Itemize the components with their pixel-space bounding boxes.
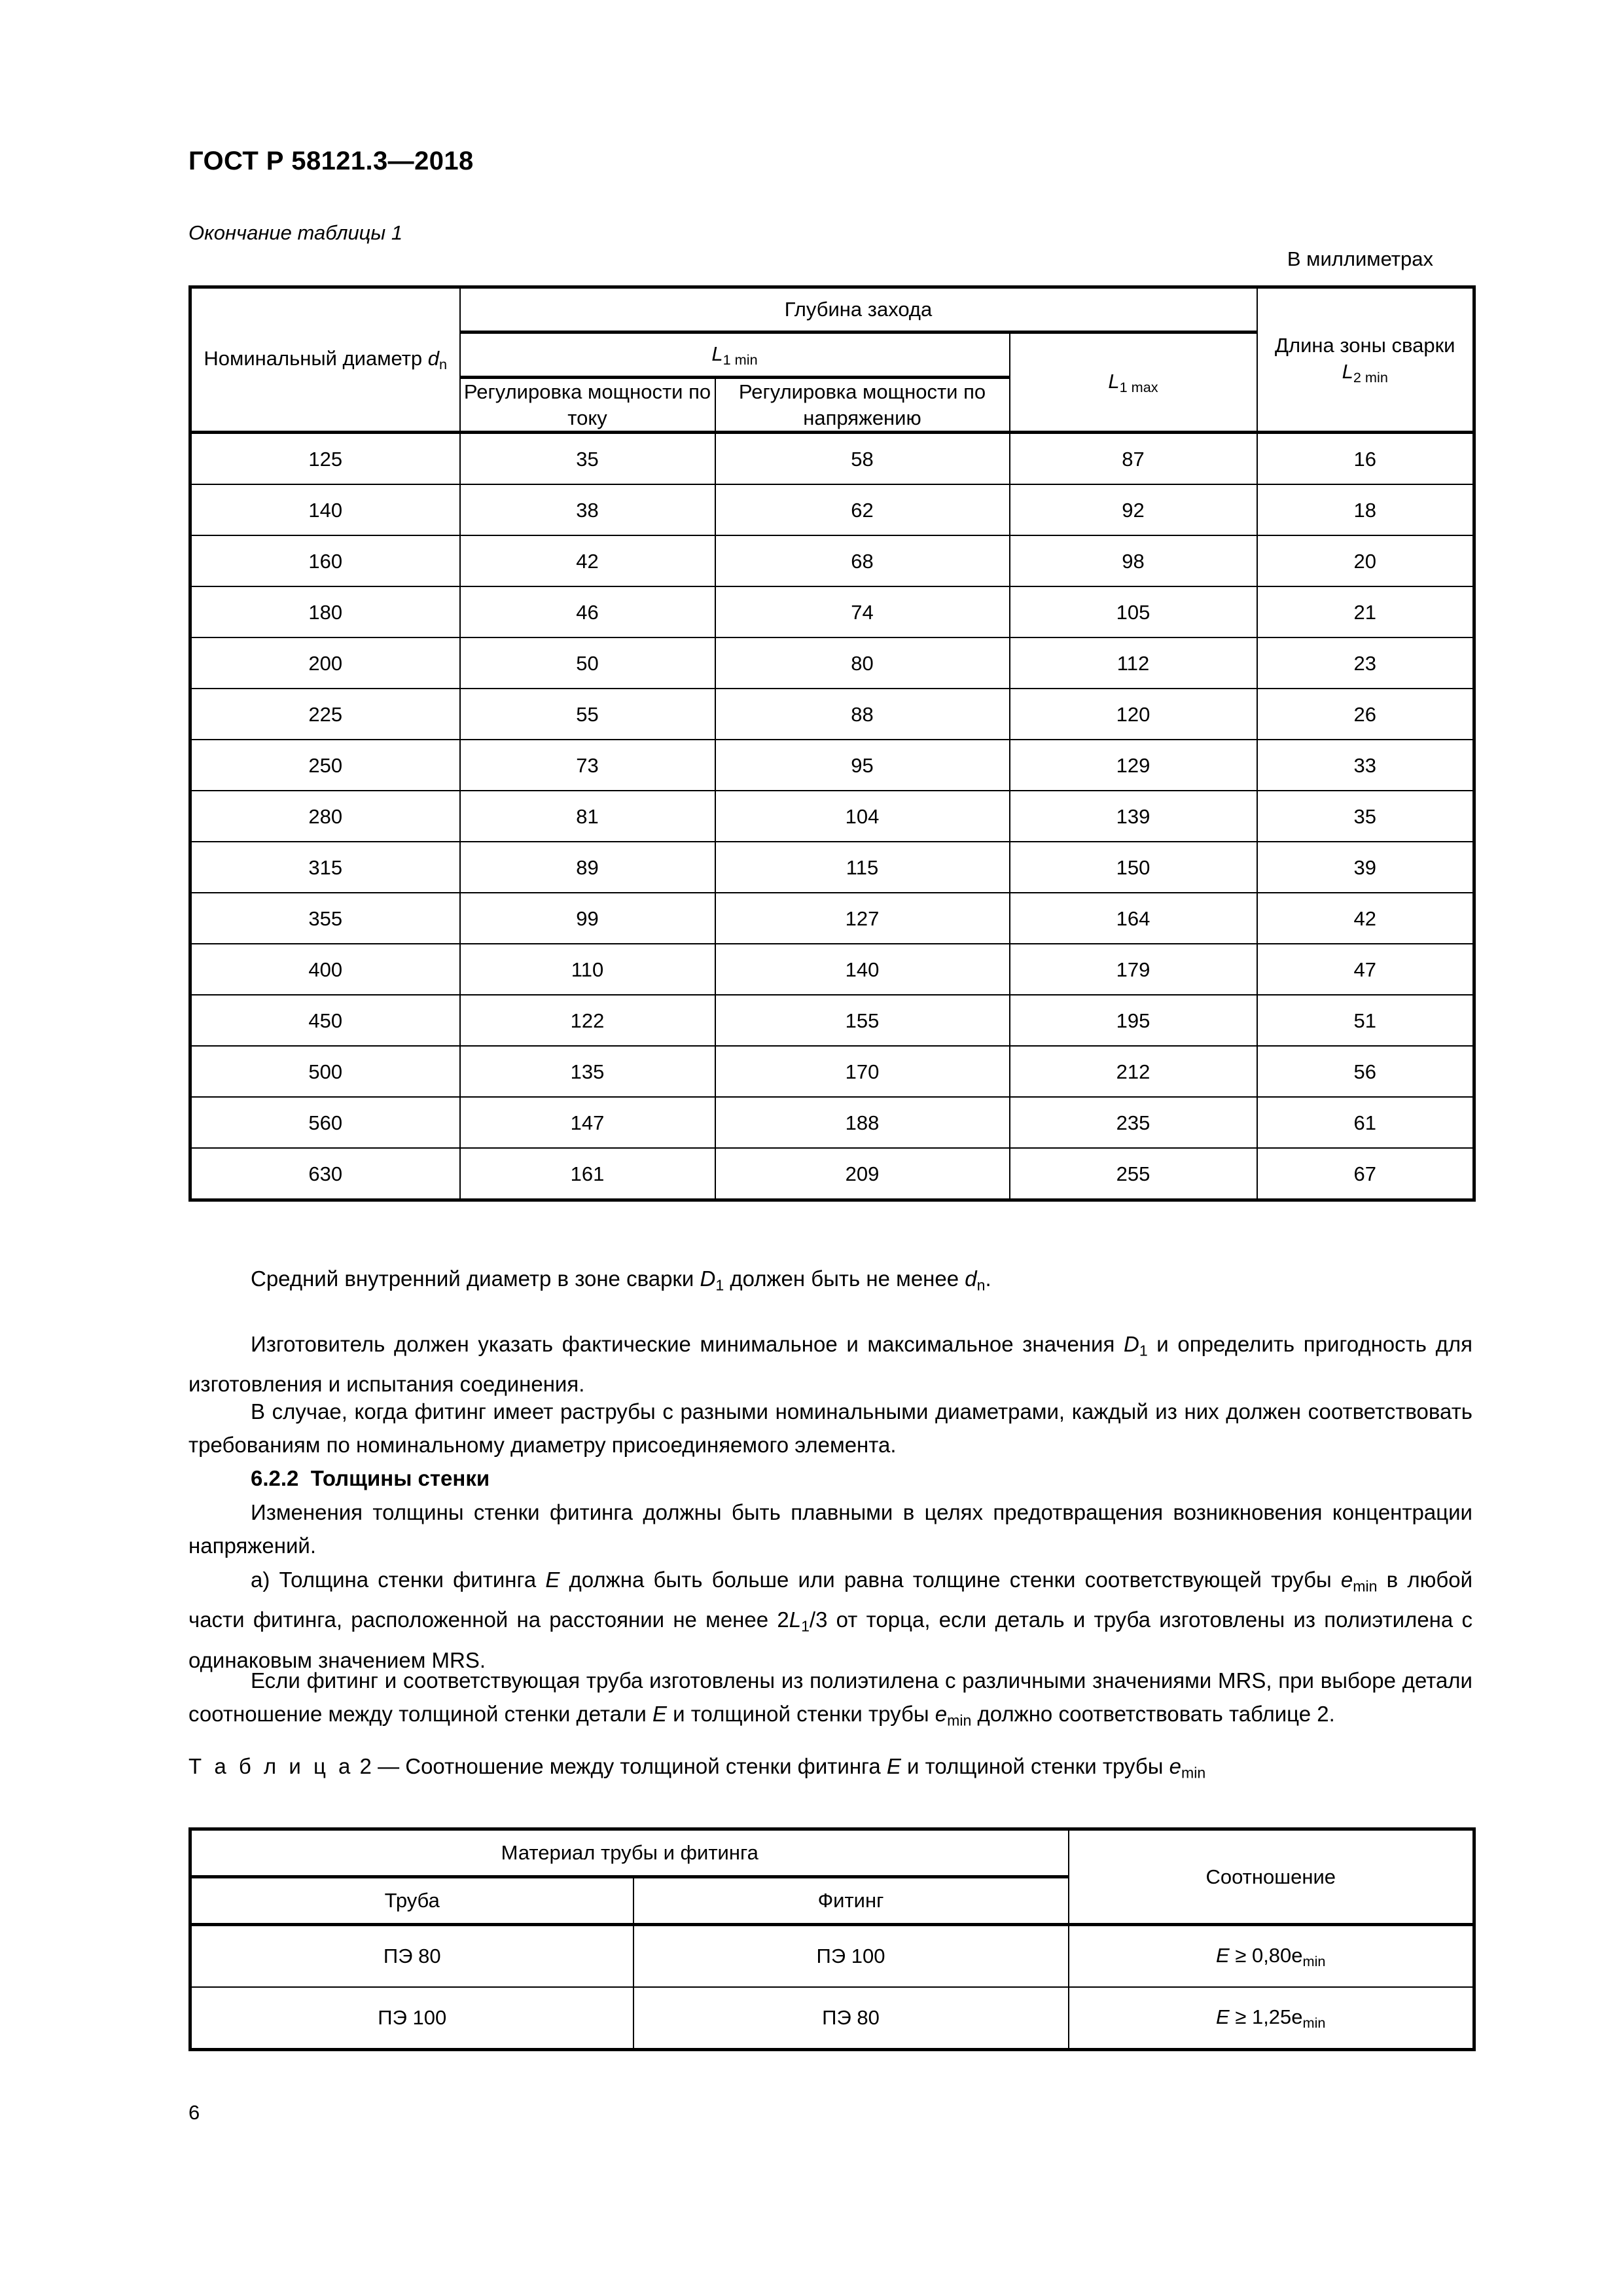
table-row <box>190 637 1474 689</box>
table-cell: 61 <box>1257 1097 1474 1148</box>
header-l1min-sub: 1 min <box>722 351 758 368</box>
table-cell: 73 <box>460 740 715 791</box>
table-2-caption-symbol-e: e <box>1169 1754 1182 1778</box>
table-cell: 42 <box>1257 893 1474 944</box>
table-cell: 50 <box>460 637 715 689</box>
table-cell: 35 <box>460 433 715 485</box>
table-cell: 47 <box>1257 944 1474 995</box>
table-cell: 139 <box>1010 791 1257 842</box>
table-cell: 55 <box>460 689 715 740</box>
header-l1max-sub: 1 max <box>1119 378 1158 395</box>
p1-symbol-d-sub: n <box>976 1276 986 1294</box>
table-cell: 92 <box>1010 484 1257 535</box>
table-row <box>190 586 1474 637</box>
table-cell: 147 <box>460 1097 715 1148</box>
table-cell: 195 <box>1010 995 1257 1046</box>
table-cell: 42 <box>460 535 715 586</box>
table-cell: 115 <box>715 842 1010 893</box>
header-nominal-diameter-sub: n <box>439 356 448 373</box>
p5-symbol-e-sub: min <box>1353 1577 1378 1595</box>
p4-text: Изменения толщины стенки фитинга должны быть плавными в целях предотвращения возникновения концентрации напряжений. <box>188 1500 1472 1558</box>
table-cell: 200 <box>190 637 460 689</box>
table-cell: 87 <box>1010 433 1257 485</box>
table-cell: 112 <box>1010 637 1257 689</box>
table-cell: 120 <box>1010 689 1257 740</box>
table-cell: 56 <box>1257 1046 1474 1097</box>
table-2-caption-label: Т а б л и ц а <box>188 1754 354 1778</box>
table-cell: 160 <box>190 535 460 586</box>
p1-text-b: должен быть не менее <box>724 1266 965 1291</box>
table-cell: 255 <box>1010 1148 1257 1200</box>
table-2-body <box>190 1925 1474 2050</box>
table-cell: 630 <box>190 1148 460 1200</box>
table-cell: 74 <box>715 586 1010 637</box>
cell-pipe-material: ПЭ 80 <box>190 1925 633 1988</box>
table-cell: 155 <box>715 995 1010 1046</box>
table-cell: 188 <box>715 1097 1010 1148</box>
cell-ratio <box>1069 1987 1474 2050</box>
header-weld-zone-length <box>1257 287 1474 433</box>
paragraph-different-diameters <box>188 1395 1472 1462</box>
table-cell: 212 <box>1010 1046 1257 1097</box>
p6-text-b: и толщиной стенки трубы <box>666 1702 935 1726</box>
table-row <box>190 842 1474 893</box>
paragraph-mean-inner-diameter <box>188 1262 1472 1302</box>
p5-symbol-L-sub: 1 <box>801 1617 810 1635</box>
table-row <box>190 740 1474 791</box>
table-cell: 18 <box>1257 484 1474 535</box>
table-cell: 38 <box>460 484 715 535</box>
table-cell: 122 <box>460 995 715 1046</box>
table-cell: 110 <box>460 944 715 995</box>
header-nominal-diameter <box>190 287 460 433</box>
table-row <box>190 1097 1474 1148</box>
table-cell: 26 <box>1257 689 1474 740</box>
p2-text-a: Изготовитель должен указать фактические минимальное и максимальное значения <box>251 1332 1124 1356</box>
p1-text-a: Средний внутренний диаметр в зоне сварки <box>251 1266 700 1291</box>
header-l1min-symbol: L <box>711 342 723 365</box>
header-material-group: Материал трубы и фитинга <box>190 1829 1069 1877</box>
table-cell: 21 <box>1257 586 1474 637</box>
paragraph-wall-thickness-changes <box>188 1496 1472 1562</box>
table-2-caption-dash: — <box>371 1754 406 1778</box>
header-l1max-symbol: L <box>1108 369 1120 393</box>
table-2-caption-symbol-e-sub: min <box>1181 1764 1206 1782</box>
table-2-header <box>190 1829 1474 1925</box>
table-cell: 140 <box>190 484 460 535</box>
table-row <box>190 433 1474 485</box>
p6-symbol-e-sub: min <box>947 1712 972 1729</box>
table-cell: 20 <box>1257 535 1474 586</box>
table-row <box>190 893 1474 944</box>
table-row <box>190 995 1474 1046</box>
table-cell: 46 <box>460 586 715 637</box>
table-row <box>190 484 1474 535</box>
ratio-symbol-E: E <box>1216 1943 1230 1967</box>
table-cell: 280 <box>190 791 460 842</box>
p5-text-b: должна быть больше или равна толщине стенки соответствующей трубы <box>560 1568 1341 1592</box>
p2-symbol-D-sub: 1 <box>1139 1342 1148 1359</box>
table-cell: 164 <box>1010 893 1257 944</box>
table-cell: 39 <box>1257 842 1474 893</box>
table-cell: 179 <box>1010 944 1257 995</box>
header-l1min <box>460 332 1010 378</box>
p1-symbol-D-sub: 1 <box>715 1276 724 1294</box>
table-1-body <box>190 433 1474 1200</box>
ratio-symbol-e-sub: min <box>1302 2014 1326 2031</box>
paragraph-different-mrs <box>188 1664 1472 1737</box>
header-l2min-sub: 2 min <box>1353 369 1388 386</box>
table-cell: 16 <box>1257 433 1474 485</box>
header-nominal-diameter-symbol: d <box>427 347 440 370</box>
table-cell: 62 <box>715 484 1010 535</box>
p6-symbol-e: e <box>935 1702 948 1726</box>
table-cell: 450 <box>190 995 460 1046</box>
p5-symbol-e: e <box>1340 1568 1353 1592</box>
paragraph-manufacturer-values <box>188 1327 1472 1401</box>
p1-text-c: . <box>985 1266 991 1291</box>
section-title: Толщины стенки <box>310 1466 490 1490</box>
table-cell: 150 <box>1010 842 1257 893</box>
p3-text: В случае, когда фитинг имеет раструбы с разными номинальными диаметрами, каждый из них должен соответствовать требованиям по номинальному диаметру присоединяемого элемента. <box>188 1399 1472 1457</box>
header-l2min-symbol: L <box>1342 360 1353 384</box>
table-cell: 500 <box>190 1046 460 1097</box>
table-cell: 95 <box>715 740 1010 791</box>
table-cell: 129 <box>1010 740 1257 791</box>
table-cell: 88 <box>715 689 1010 740</box>
p6-symbol-E: E <box>652 1702 667 1726</box>
table-2 <box>188 1827 1476 2051</box>
table-cell: 235 <box>1010 1097 1257 1148</box>
header-weld-zone-length-text: Длина зоны сварки <box>1275 334 1455 357</box>
ratio-operator: ≥ 0,80 <box>1229 1943 1292 1967</box>
table-continuation-note: Окончание таблицы 1 <box>188 221 403 244</box>
header-nominal-diameter-text: Номинальный диаметр <box>204 347 423 370</box>
p5-text-a: а) Толщина стенки фитинга <box>251 1568 546 1592</box>
table-cell: 89 <box>460 842 715 893</box>
header-voltage-control: Регулировка мощности по напряжению <box>715 378 1010 433</box>
cell-fitting-material: ПЭ 100 <box>633 1925 1069 1988</box>
ratio-symbol-e: e <box>1291 1943 1303 1967</box>
header-depth-group: Глубина захода <box>460 287 1257 332</box>
table-row <box>190 791 1474 842</box>
section-number: 6.2.2 <box>251 1466 299 1490</box>
header-fitting: Фитинг <box>633 1877 1069 1925</box>
ratio-symbol-e: e <box>1291 2005 1303 2028</box>
table-2-caption-text-b: и толщиной стенки трубы <box>901 1754 1169 1778</box>
table-cell: 104 <box>715 791 1010 842</box>
cell-fitting-material: ПЭ 80 <box>633 1987 1069 2050</box>
table-1-header <box>190 287 1474 433</box>
table-cell: 80 <box>715 637 1010 689</box>
section-heading-6-2-2 <box>188 1462 1472 1495</box>
table-cell: 67 <box>1257 1148 1474 1200</box>
table-2-caption-number: 2 <box>359 1754 372 1778</box>
p5-symbol-E: E <box>545 1568 560 1592</box>
table-cell: 23 <box>1257 637 1474 689</box>
table-cell: 58 <box>715 433 1010 485</box>
table-2-caption <box>188 1754 1205 1782</box>
standard-designation: ГОСТ Р 58121.3—2018 <box>188 147 474 175</box>
table-1 <box>188 285 1476 1202</box>
p6-text-c: должно соответствовать таблице 2. <box>971 1702 1335 1726</box>
table-2-caption-text-a: Соотношение между толщиной стенки фитинга <box>405 1754 887 1778</box>
table-cell: 35 <box>1257 791 1474 842</box>
p5-text-c: в любой части фитинга, расположенной на расстоянии не менее 2 <box>188 1568 1473 1632</box>
table-cell: 51 <box>1257 995 1474 1046</box>
p6-text-a: Если фитинг и соответствующая труба изготовлены из полиэтилена с различными значениями MRS, при выборе детали соотношение между толщиной стенки детали <box>188 1668 1472 1726</box>
table-cell: 170 <box>715 1046 1010 1097</box>
table-row <box>190 689 1474 740</box>
table-cell: 68 <box>715 535 1010 586</box>
header-ratio: Соотношение <box>1069 1829 1474 1925</box>
table-cell: 98 <box>1010 535 1257 586</box>
table-row <box>190 1046 1474 1097</box>
p2-symbol-D: D <box>1123 1332 1139 1356</box>
table-cell: 99 <box>460 893 715 944</box>
header-l1max <box>1010 332 1257 433</box>
table-cell: 135 <box>460 1046 715 1097</box>
units-note: В миллиметрах <box>1287 247 1433 270</box>
table-cell: 400 <box>190 944 460 995</box>
table-cell: 33 <box>1257 740 1474 791</box>
table-cell: 125 <box>190 433 460 485</box>
table-row <box>190 1148 1474 1200</box>
table-cell: 560 <box>190 1097 460 1148</box>
p5-symbol-L: L <box>789 1607 802 1632</box>
header-current-control: Регулировка мощности по току <box>460 378 715 433</box>
ratio-symbol-E: E <box>1216 2005 1230 2028</box>
table-cell: 81 <box>460 791 715 842</box>
paragraph-item-a <box>188 1563 1472 1677</box>
p1-symbol-d: d <box>965 1266 977 1291</box>
table-cell: 250 <box>190 740 460 791</box>
table-cell: 140 <box>715 944 1010 995</box>
table-row <box>190 1987 1474 2050</box>
header-pipe: Труба <box>190 1877 633 1925</box>
cell-ratio <box>1069 1925 1474 1988</box>
p2-text-b: и определить пригодность для изготовления и испытания соединения. <box>188 1332 1472 1397</box>
ratio-symbol-e-sub: min <box>1302 1952 1326 1969</box>
table-row <box>190 1925 1474 1988</box>
table-2-caption-symbol-E: E <box>886 1754 901 1778</box>
p1-symbol-D: D <box>700 1266 716 1291</box>
table-cell: 161 <box>460 1148 715 1200</box>
p5-text-d: /3 от торца, если деталь и труба изготовлены из полиэтилена с одинаковым значением MRS. <box>188 1607 1472 1672</box>
table-cell: 127 <box>715 893 1010 944</box>
table-cell: 180 <box>190 586 460 637</box>
table-cell: 105 <box>1010 586 1257 637</box>
table-row <box>190 535 1474 586</box>
table-cell: 315 <box>190 842 460 893</box>
table-row <box>190 944 1474 995</box>
ratio-operator: ≥ 1,25 <box>1229 2005 1292 2028</box>
table-cell: 209 <box>715 1148 1010 1200</box>
table-cell: 355 <box>190 893 460 944</box>
page-number: 6 <box>188 2101 200 2124</box>
table-cell: 225 <box>190 689 460 740</box>
cell-pipe-material: ПЭ 100 <box>190 1987 633 2050</box>
